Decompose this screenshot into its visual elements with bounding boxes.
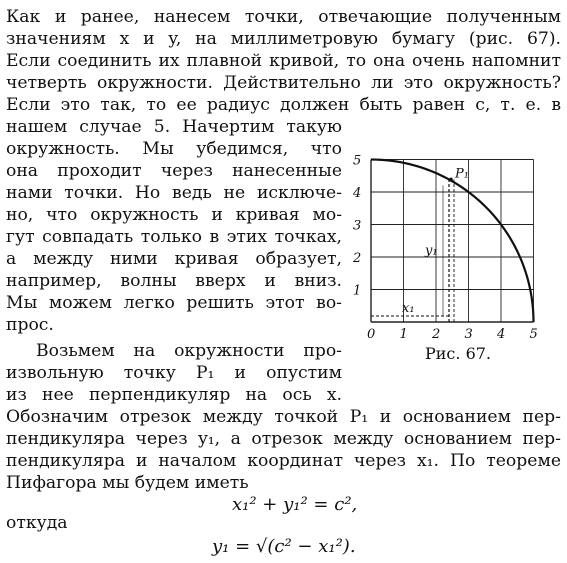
grid xyxy=(371,160,534,323)
text-line: четверть окружности. Действительно ли это окружность? xyxy=(6,73,561,93)
text-line: откуда xyxy=(6,513,68,533)
text-line: Обозначим отрезок между точкой P₁ и основанием пер- xyxy=(6,407,561,427)
y1-label: y₁ xyxy=(425,243,438,259)
arc-path xyxy=(371,160,534,323)
text-line: прос. xyxy=(6,315,54,335)
y-tick-label: 2 xyxy=(353,251,362,266)
axis-ticks xyxy=(352,154,538,343)
text-line: например, волны вверх и вниз. xyxy=(6,271,342,291)
text-line: Если соединить их плавной кривой, то она очень напомнит xyxy=(6,51,561,71)
figure-caption: Рис. 67. xyxy=(425,344,492,363)
text-line: Мы можем легко решить этот во- xyxy=(6,293,342,313)
x-tick-label: 1 xyxy=(399,327,408,342)
text-line: но, что окружность и кривая мо- xyxy=(6,205,342,225)
text-line: извольную точку P₁ и опустим xyxy=(6,363,342,383)
text-line: нами точки. Но ведь не исключе- xyxy=(6,183,342,203)
text-line: пендикуляра через y₁, а отрезок между основанием пер- xyxy=(6,429,561,449)
x-tick-label: 2 xyxy=(432,327,441,342)
x-tick-label: 5 xyxy=(529,327,538,342)
equation-y1: y₁ = √(c² − x₁²). xyxy=(212,536,356,557)
text-line: нашем случае 5. Начертим такую xyxy=(6,117,342,137)
equation-pythagoras: x₁² + y₁² = c², xyxy=(232,494,358,515)
text-line: Как и ранее, нанесем точки, отвечающие полученным xyxy=(6,7,561,27)
y-tick-label: 4 xyxy=(353,186,362,201)
text-line: а между ними кривая образует, xyxy=(6,249,342,269)
circle-arc xyxy=(371,160,534,323)
text-line: пендикуляра и началом координат через x₁. По теореме xyxy=(6,451,561,471)
point-p1 xyxy=(449,178,453,182)
x-tick-label: 3 xyxy=(464,327,473,342)
text-line: Пифагора мы будем иметь xyxy=(6,473,249,493)
text-line: значениям x и y, на миллиметровую бумагу (рис. 67). xyxy=(6,29,561,49)
y-tick-label: 5 xyxy=(353,153,362,169)
x-tick-label: 4 xyxy=(497,327,506,342)
figure-67 xyxy=(345,120,565,360)
text-line: Возьмем на окружности про- xyxy=(36,341,342,361)
text-line: окружность. Мы убедимся, что xyxy=(6,139,342,159)
text-line: Если это так, то ее радиус должен быть равен c, т. е. в xyxy=(6,95,561,115)
text-line: из нее перпендикуляр на ось x. xyxy=(6,385,342,405)
point-label: P₁ xyxy=(455,166,469,182)
y-tick-label: 3 xyxy=(353,218,362,234)
x-tick-label: 0 xyxy=(367,327,376,342)
text-line: гут совпадать только в этих точках, xyxy=(6,227,342,247)
x1-label: x₁ xyxy=(402,301,415,316)
y-tick-label: 1 xyxy=(353,283,362,299)
text-line: она проходит через нанесенные xyxy=(6,161,342,181)
figure-labels xyxy=(402,166,469,316)
